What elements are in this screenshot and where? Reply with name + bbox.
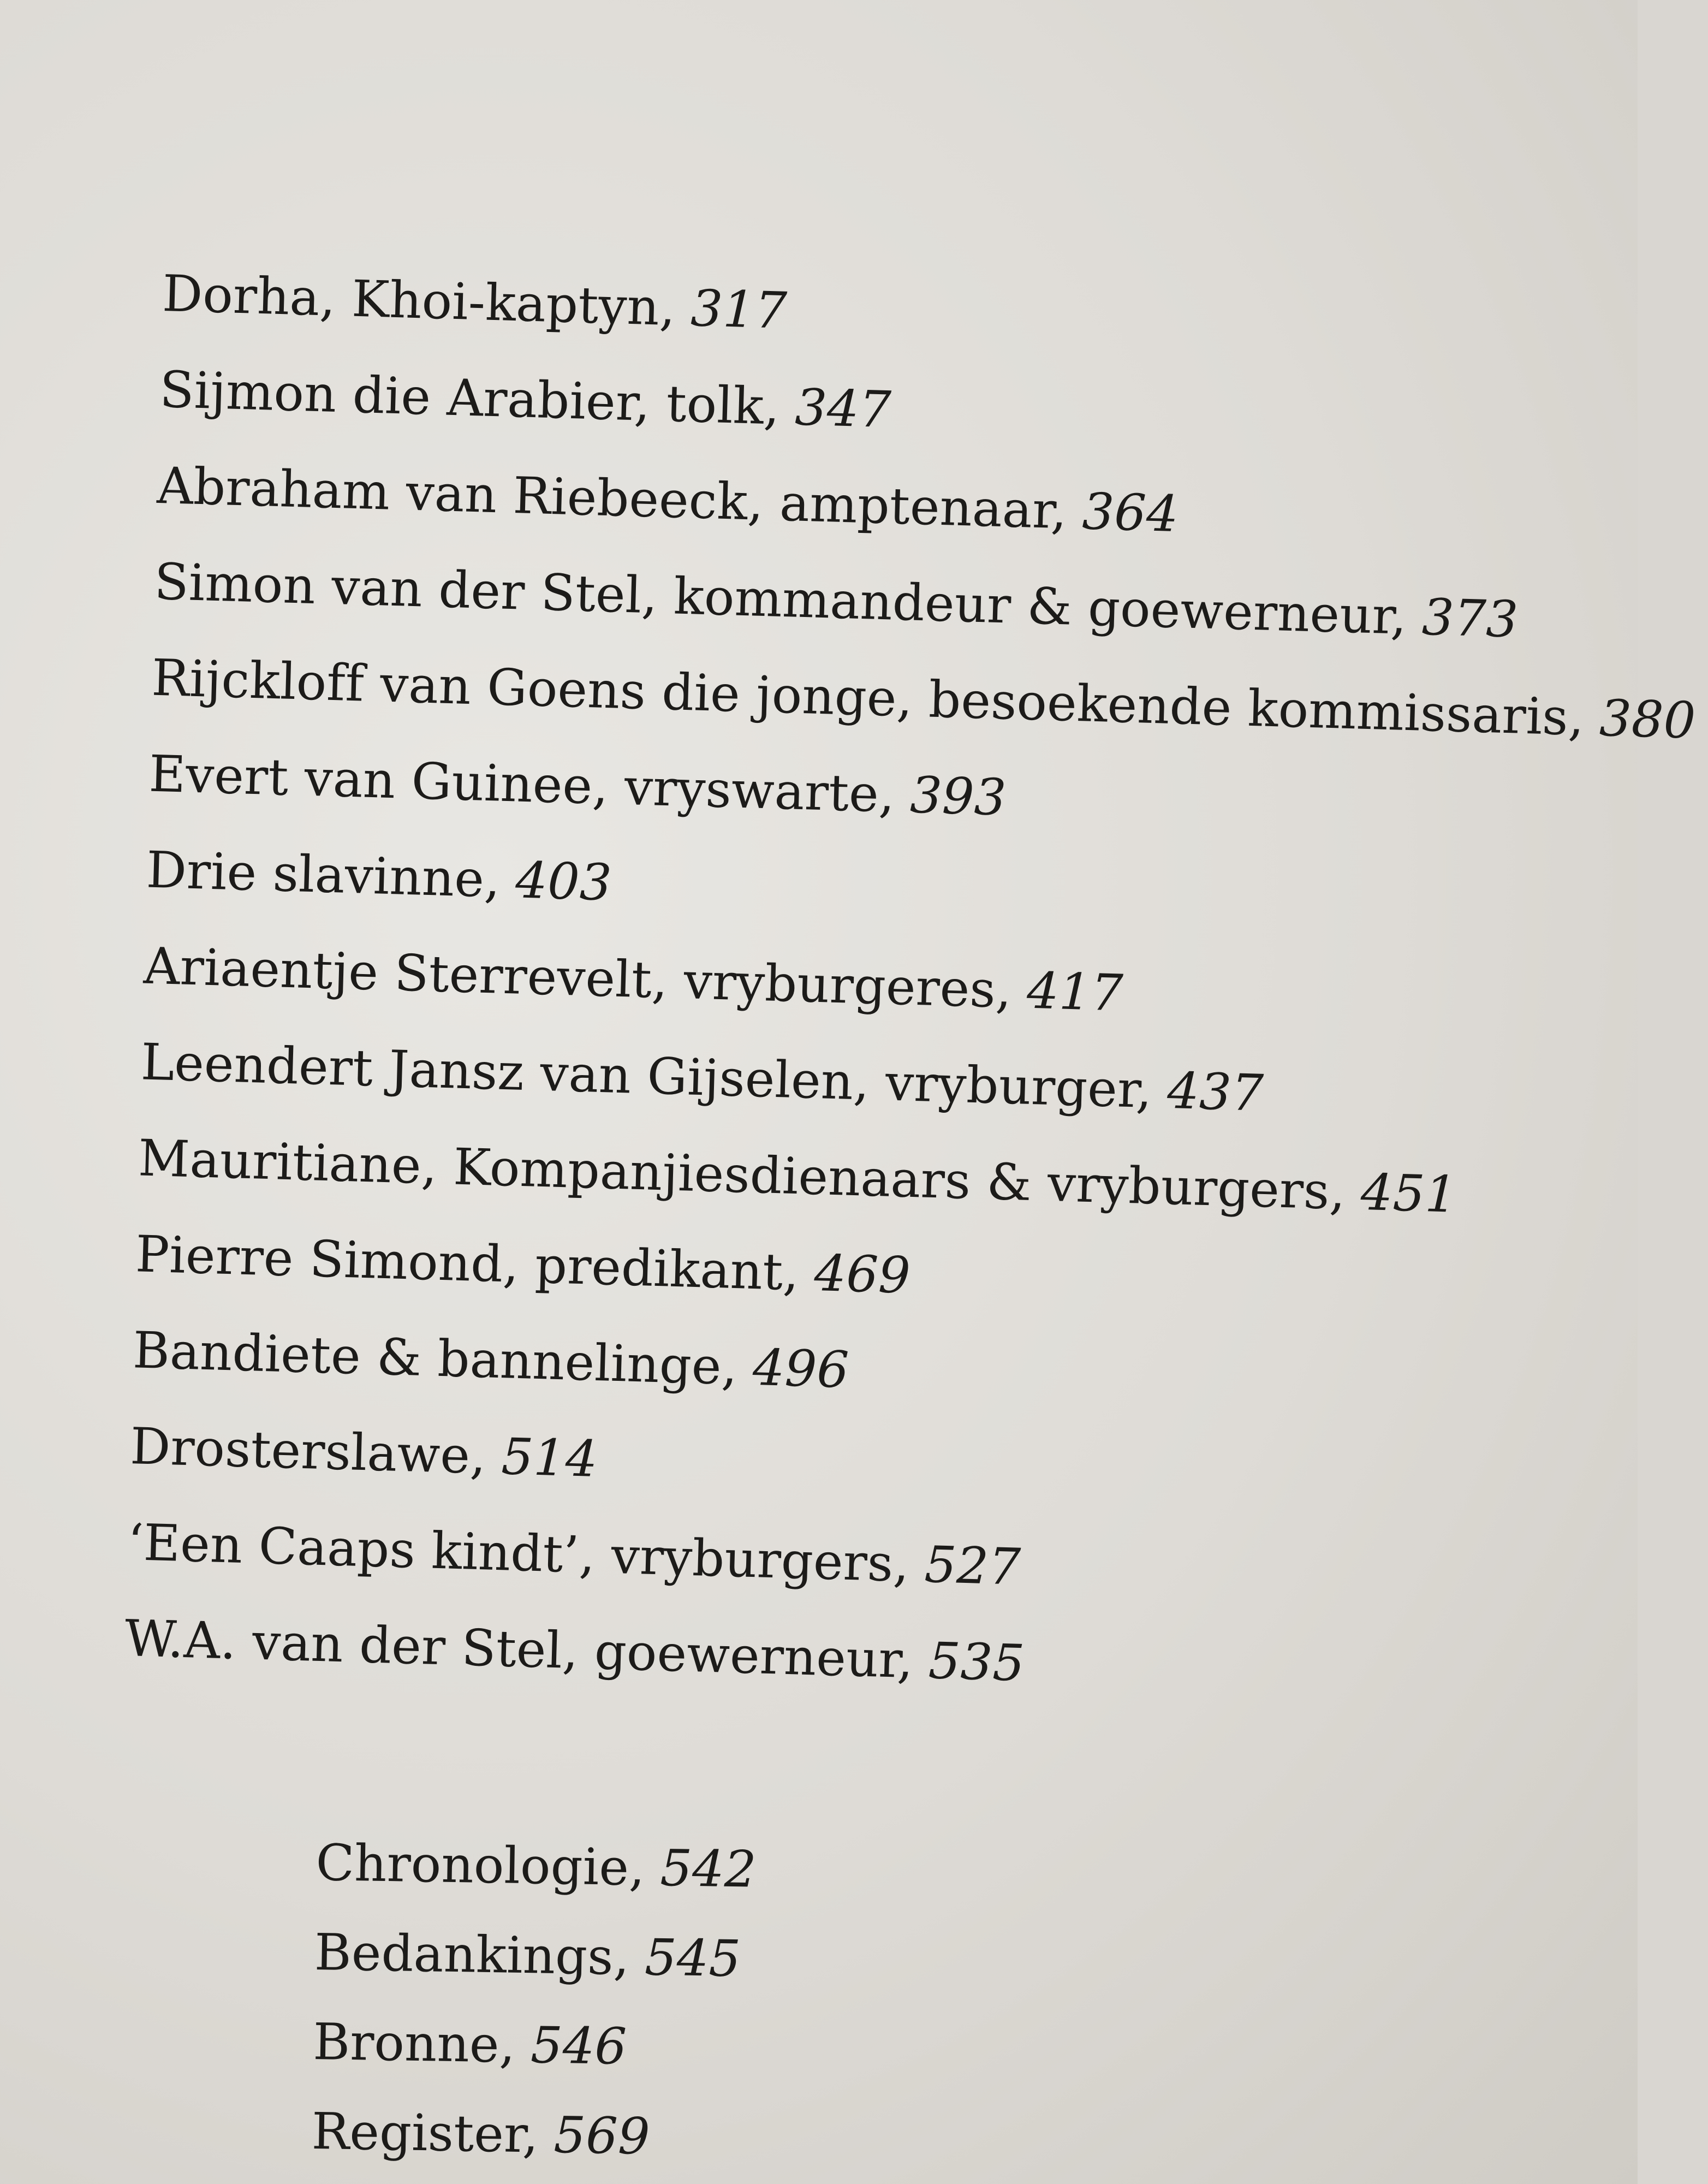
- back-matter-entry: [314, 1908, 756, 2004]
- entry-page: 469: [813, 1244, 912, 1305]
- entry-title: ‘Een Caaps kindt’, vryburgers,: [127, 1513, 910, 1594]
- entry-page: 451: [1360, 1162, 1458, 1224]
- entry-title: W.A. van der Stel, goewerneur,: [124, 1609, 914, 1690]
- entry-page: 569: [553, 2105, 651, 2166]
- entry-page: 393: [909, 765, 1007, 827]
- entry-page: 496: [752, 1338, 850, 1399]
- entry-title: Rijckloff van Goens die jonge, besoekende kommissaris,: [151, 648, 1585, 747]
- entry-page: 373: [1421, 587, 1519, 649]
- entry-title: Chronologie,: [315, 1833, 646, 1897]
- entry-page: 403: [515, 851, 613, 912]
- back-matter-entry: [315, 1818, 757, 1915]
- entry-title: Leendert Jansz van Gijselen, vryburger,: [140, 1032, 1153, 1120]
- entry-title: Pierre Simond, predikant,: [134, 1225, 800, 1302]
- entry-title: Evert van Guinee, vryswarte,: [148, 744, 896, 824]
- entry-title: Drie slavinne,: [145, 840, 502, 909]
- entry-page: 317: [690, 279, 788, 340]
- entry-page: 437: [1167, 1061, 1265, 1123]
- entry-title: Abraham van Riebeeck, amptenaar,: [156, 456, 1068, 541]
- entry-title: Bedankings,: [314, 1922, 630, 1987]
- back-matter-list: [311, 1818, 757, 2183]
- entry-title: Mauritiane, Kompanjiesdienaars & vryburgers,: [137, 1129, 1347, 1221]
- back-matter-entry: [311, 2087, 753, 2183]
- entry-title: Register,: [311, 2102, 539, 2164]
- entry-title: Bandiete & bannelinge,: [132, 1321, 739, 1397]
- entry-page: 546: [530, 2016, 628, 2076]
- back-matter-entry: [312, 1997, 754, 2094]
- table-of-contents: [123, 246, 1697, 1727]
- entry-title: Ariaentje Sterrevelt, vryburgeres,: [142, 936, 1013, 1019]
- entry-page: 535: [927, 1631, 1026, 1693]
- entry-title: Simon van der Stel, kommandeur & goewerneur,: [153, 552, 1408, 646]
- entry-page: 545: [644, 1928, 742, 1989]
- entry-page: 417: [1026, 961, 1124, 1023]
- entry-page: 527: [924, 1535, 1022, 1597]
- entry-title: Sijmon die Arabier, tolk,: [159, 360, 781, 436]
- entry-page: 380: [1598, 689, 1697, 750]
- entry-title: Dorha, Khoi-kaptyn,: [162, 264, 677, 337]
- entry-page: 347: [794, 378, 892, 440]
- entry-page: 514: [501, 1427, 599, 1489]
- entry-page: 542: [659, 1838, 757, 1899]
- entry-page: 364: [1081, 482, 1180, 544]
- entry-title: Drosterslawe,: [129, 1417, 487, 1486]
- entry-title: Bronne,: [312, 2012, 516, 2074]
